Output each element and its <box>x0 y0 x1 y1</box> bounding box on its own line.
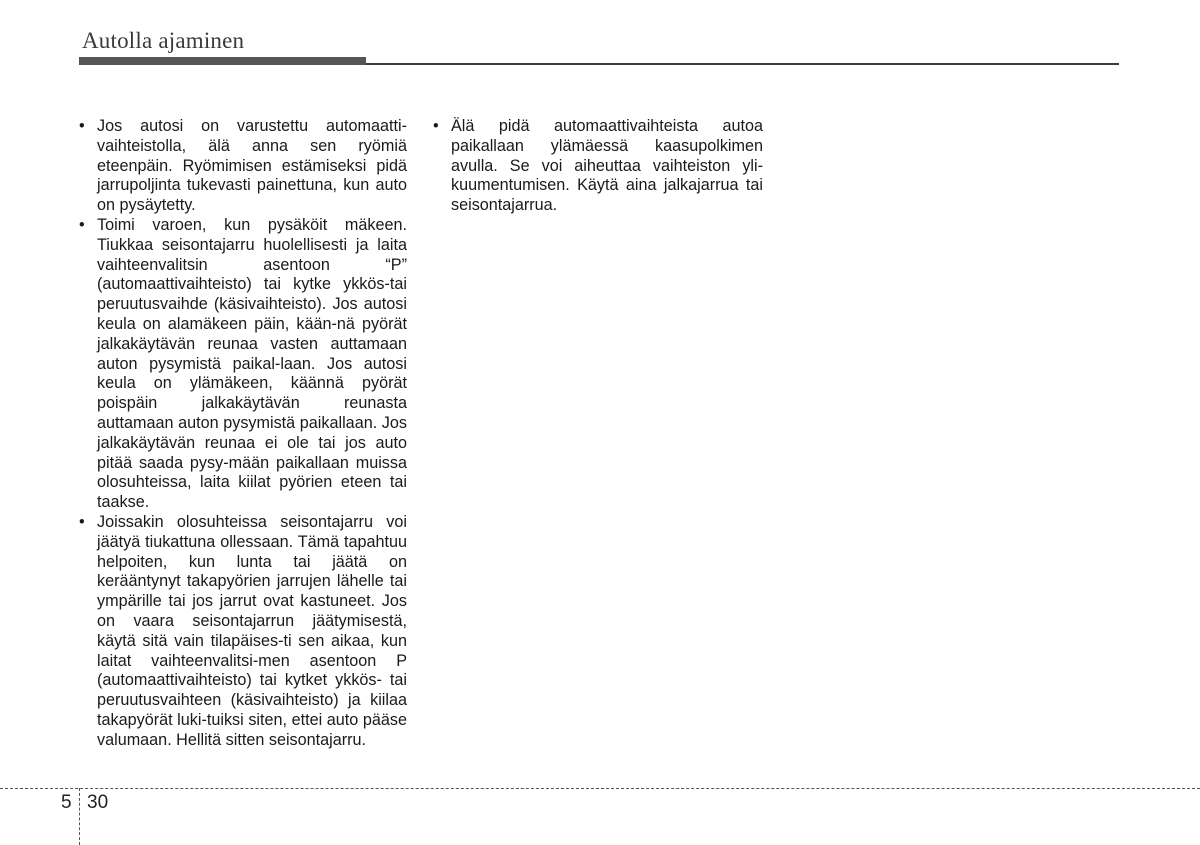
list-item-text: Älä pidä automaattivaihteista autoa paikallaan ylämäessä kaasupolkimen avulla. Se voi aiheuttaa vaihteiston yli-kuumentumisen. Käytä aina jalkajarrua tai seisontajarrua. <box>451 117 763 215</box>
bullet-icon: • <box>79 215 85 234</box>
left-column <box>79 117 407 751</box>
chapter-number: 5 <box>61 792 72 813</box>
bullet-icon: • <box>433 117 439 135</box>
list-item <box>79 216 407 513</box>
list-item <box>79 117 407 216</box>
bullet-icon: • <box>79 117 85 135</box>
footer-dashed-rule <box>0 788 1200 789</box>
header-rule-thin <box>366 63 1119 65</box>
list-item <box>79 513 407 751</box>
bullet-icon: • <box>79 512 85 531</box>
list-item <box>433 117 763 216</box>
list-item-text: Jos autosi on varustettu automaatti-vaihteistolla, älä anna sen ryömiä eteenpäin. Ryömimisen estämiseksi pidä jarrupoljinta tukevasti painettuna, kun auto on pysäytetty. <box>97 117 407 215</box>
page-title: Autolla ajaminen <box>82 28 245 53</box>
footer-dashed-divider <box>79 788 80 845</box>
header-rule-thick <box>79 57 366 65</box>
right-column <box>433 117 763 216</box>
page-number: 30 <box>87 792 109 813</box>
list-item-text: Toimi varoen, kun pysäköit mäkeen. Tiukkaa seisontajarru huolellisesti ja laita vaihteenvalitsin asentoon “P” (automaattivaihteisto) tai kytke ykkös-tai peruutusvaihde (käsivaihteisto). Jos autosi keula on alamäkeen päin, kään-nä pyörät jalkakäytävän reunaa vasten auttamaan auton pysymistä paikal-laan. Jos autosi keula on ylämäkeen, käännä pyörät poispäin jalkakäytävän reunasta auttamaan auton pysymistä paikallaan. Jos jalkakäytävän reunaa ei ole tai jos auto pitää saada pysy-mään paikallaan muissa olosuhteissa, laita kiilat pyörien eteen tai taakse. <box>97 215 407 512</box>
bullet-list-left <box>79 117 407 751</box>
bullet-list-right <box>433 117 763 216</box>
list-item-text: Joissakin olosuhteissa seisontajarru voi jäätyä tiukattuna ollessaan. Tämä tapahtuu helpoiten, kun lunta tai jäätä on kerääntynyt takapyörien jarrujen lähelle tai ympärille tai jos jarrut ovat kastuneet. Jos on vaara seisontajarrun jäätymisestä, käytä sitä vain tilapäises-ti sen aikaa, kun laitat vaihteenvalitsi-men asentoon P (automaattivaihteisto) tai kytket ykkös- tai peruutusvaihteen (käsivaihteisto) ja kiilaa takapyörät luki-tuiksi siten, ettei auto pääse valumaan. Hellitä sitten seisontajarru. <box>97 512 407 749</box>
